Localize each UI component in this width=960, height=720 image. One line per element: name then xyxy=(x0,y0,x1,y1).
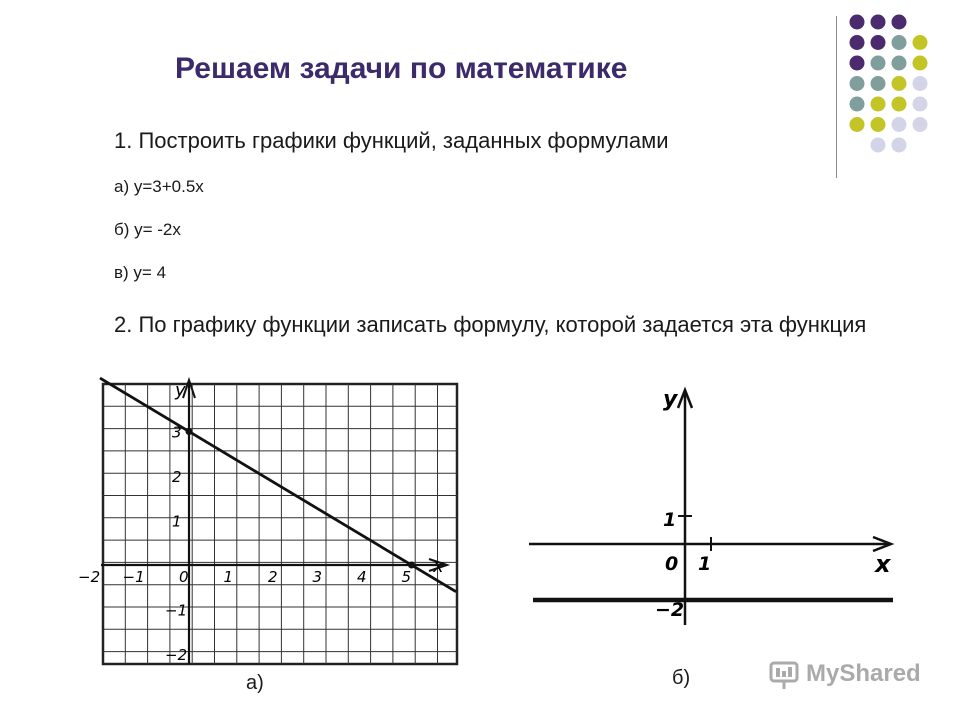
task-1-item-a: а) у=3+0.5х xyxy=(114,177,204,196)
decorative-dot xyxy=(892,138,907,153)
graph-a-point xyxy=(408,562,415,569)
graph-b-y-tick-label-1: 1 xyxy=(663,509,677,531)
decorative-dot-grid xyxy=(0,0,960,200)
decorative-dot xyxy=(913,56,928,71)
decorative-dot xyxy=(913,76,928,91)
decorative-dot xyxy=(892,117,907,132)
graph-a-x-tick-label: 1 xyxy=(223,568,234,586)
graph-a-function-line xyxy=(100,378,456,592)
decorative-dot xyxy=(871,76,886,91)
graph-b-origin-label: 0 xyxy=(665,553,679,575)
graph-a-y-label: y xyxy=(175,380,186,401)
watermark-text: MyShared xyxy=(806,660,921,687)
graph-a-x-label: x xyxy=(433,556,444,577)
decorative-vertical-rule xyxy=(836,16,837,178)
graph-a-x-tick-label: 4 xyxy=(357,568,367,586)
graph-a-y-tick-label: 2 xyxy=(172,468,182,486)
decorative-dot xyxy=(850,15,865,30)
decorative-dot xyxy=(892,15,907,30)
task-1-item-c: в) у= 4 xyxy=(114,263,167,282)
decorative-dot xyxy=(850,35,865,50)
graph-a-x-tick-label: 0 xyxy=(179,568,189,586)
graph-b xyxy=(525,380,925,640)
graph-b-y-label: y xyxy=(663,387,678,412)
graph-b-y-tick-label-neg2: −2 xyxy=(655,599,685,621)
decorative-dot xyxy=(892,97,907,112)
graph-a-y-tick-label: −1 xyxy=(165,601,188,620)
decorative-dot xyxy=(850,97,865,112)
page-title: Решаем задачи по математике xyxy=(175,52,628,85)
decorative-dot xyxy=(871,15,886,30)
decorative-dot xyxy=(871,117,886,132)
decorative-dot xyxy=(871,56,886,71)
graph-a-x-tick-label: 2 xyxy=(268,568,278,586)
graph-a-frame xyxy=(103,384,457,664)
task-1-item-b: б) у= -2х xyxy=(114,220,181,239)
graph-a-point xyxy=(186,428,193,435)
graph-a-caption: а) xyxy=(246,672,264,694)
graph-a-grid xyxy=(103,384,457,664)
decorative-dot xyxy=(850,76,865,91)
graph-a-y-tick-label: −2 xyxy=(165,646,188,664)
presentation-board-icon xyxy=(768,658,802,692)
decorative-dot xyxy=(892,56,907,71)
graph-a-x-tick-label: −1 xyxy=(122,568,145,586)
graph-b-x-label: x xyxy=(875,550,891,578)
graph-b-caption: б) xyxy=(672,667,691,689)
graph-a xyxy=(78,376,565,676)
decorative-dot xyxy=(913,35,928,50)
graph-a-x-tick-label: 3 xyxy=(312,568,323,586)
decorative-dot xyxy=(850,117,865,132)
graph-a-x-tick-label: −2 xyxy=(78,568,101,586)
decorative-dot xyxy=(892,35,907,50)
decorative-dot xyxy=(871,138,886,153)
task-2-heading: 2. По графику функции записать формулу, которой задается эта функция xyxy=(114,312,867,337)
decorative-dot xyxy=(913,117,928,132)
graph-a-x-tick-label: 5 xyxy=(401,568,412,586)
graph-a-y-tick-label: 3 xyxy=(172,423,182,442)
decorative-dot xyxy=(871,35,886,50)
decorative-dot xyxy=(892,76,907,91)
graph-b-x-tick-label: 1 xyxy=(698,553,712,575)
decorative-dot xyxy=(913,97,928,112)
decorative-dot xyxy=(871,97,886,112)
decorative-dot xyxy=(850,56,865,71)
watermark xyxy=(768,654,938,694)
task-1-heading: 1. Построить графики функций, заданных формулами xyxy=(114,128,669,153)
graph-a-y-tick-label: 1 xyxy=(172,512,182,531)
